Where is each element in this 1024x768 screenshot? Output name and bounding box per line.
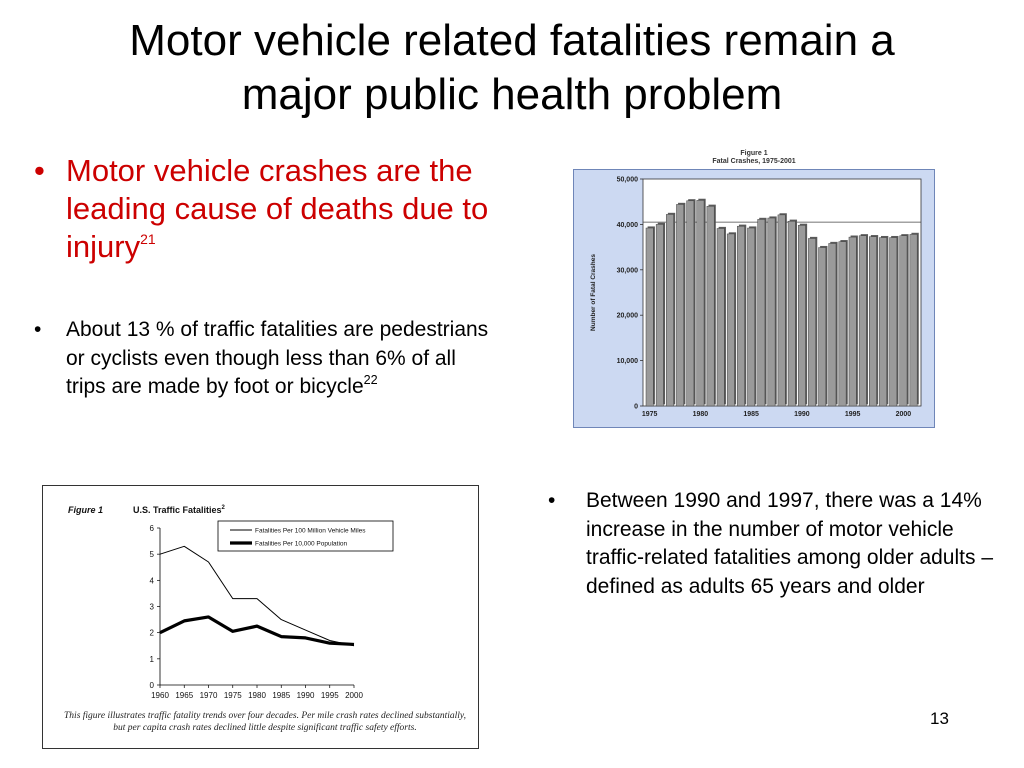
x-tick-label: 2000 [895,411,912,418]
figure-label: Figure 1 [68,505,104,515]
bar-1990 [798,225,805,406]
bullet-text: Motor vehicle crashes are the leading cause of deaths due to injury$^{21}$ [66,153,489,264]
bar-1985 [747,228,754,406]
legend-label: Fatalities Per 100 Million Vehicle Miles [255,527,366,535]
y-tick-label: 30,000 [616,267,638,275]
bar-1983 [727,234,734,406]
bar-1977 [666,214,673,406]
bar-1997 [869,237,876,406]
y-tick-label: 5 [149,550,154,560]
x-tick-label: 2000 [345,691,363,700]
x-tick-label: 1975 [641,411,658,418]
bar-1996 [859,236,866,406]
slide-title: Motor vehicle related fatalities remain a major public health problem [129,16,895,119]
x-tick-label: 1990 [296,691,315,700]
bar-1978 [676,204,683,406]
figure-label: Figure 1 [740,150,768,157]
bar-1982 [717,228,724,406]
y-tick-label: 4 [149,576,154,586]
bullet-older-adults [548,487,998,601]
x-tick-label: 1995 [844,411,861,418]
footnote-ref: 22 [363,372,378,387]
figure-title: U.S. Traffic Fatalities$^2$ [133,505,225,515]
bullet-leading-cause [34,152,504,266]
y-tick-label: 2 [149,628,154,638]
x-tick-label: 1975 [223,691,242,700]
bar-1993 [829,243,836,406]
figure-caption: This figure illustrates traffic fatality trends over four decades. Per mile crash rates declined substantially, but per capita crash rates declined little despite significant traffic safety efforts. [64,711,466,733]
x-tick-label: 1985 [272,691,291,700]
bullet-glyph: • [548,489,556,512]
x-tick-label: 1980 [248,691,266,700]
bar-1979 [687,201,694,406]
y-tick-label: 0 [634,403,638,411]
bar-2001 [910,234,917,406]
bar-1991 [808,238,815,406]
y-tick-label: 40,000 [616,221,638,229]
fatal-crashes-figure-header [573,150,935,166]
bullet-text: About 13 % of traffic fatalities are pedestrians or cyclists even though less than 6% of all trips are made by foot or bicycle$^{22}$ [66,318,489,398]
bullet-glyph: • [34,318,42,341]
y-tick-label: 50,000 [616,176,638,184]
fatal-crashes-bar-chart [573,169,935,428]
bar-1981 [707,206,714,406]
bullet-text: Between 1990 and 1997, there was a 14% increase in the number of motor vehicle traffic-related fatalities among older adults – defined as adults 65 years and older [586,489,993,598]
x-tick-label: 1990 [794,411,810,418]
page-number: 13 [930,709,949,728]
bar-1980 [697,200,704,406]
bar-1984 [737,226,744,406]
legend-label: Fatalities Per 10,000 Population [255,540,348,548]
bar-1994 [839,242,846,406]
y-tick-label: 20,000 [616,312,638,320]
bar-1976 [656,224,663,406]
bullet-glyph: • [34,153,45,188]
bar-1986 [758,219,765,406]
x-tick-label: 1985 [743,411,759,418]
bar-1995 [849,237,856,406]
y-tick-label: 10,000 [616,358,638,366]
x-tick-label: 1960 [151,691,169,700]
x-tick-label: 1970 [199,691,218,700]
y-tick-label: 0 [149,681,154,690]
bar-2000 [900,236,907,406]
y-tick-label: 3 [149,602,154,612]
y-tick-label: 1 [149,654,154,664]
y-tick-label: 6 [149,524,154,533]
figure-subtitle: Fatal Crashes, 1975-2001 [712,158,796,165]
bar-1992 [819,248,826,406]
bar-1975 [646,228,653,406]
bullet-pedestrians [34,316,494,402]
x-tick-label: 1995 [320,691,339,700]
x-tick-label: 1965 [175,691,194,700]
bar-1989 [788,221,795,406]
bar-1999 [890,238,897,406]
footnote-ref: 21 [140,231,156,248]
bar-1987 [768,218,775,406]
bar-1998 [879,238,886,406]
x-tick-label: 1980 [692,411,709,418]
bar-1988 [778,215,785,406]
y-axis-label: Number of Fatal Crashes [590,254,597,331]
